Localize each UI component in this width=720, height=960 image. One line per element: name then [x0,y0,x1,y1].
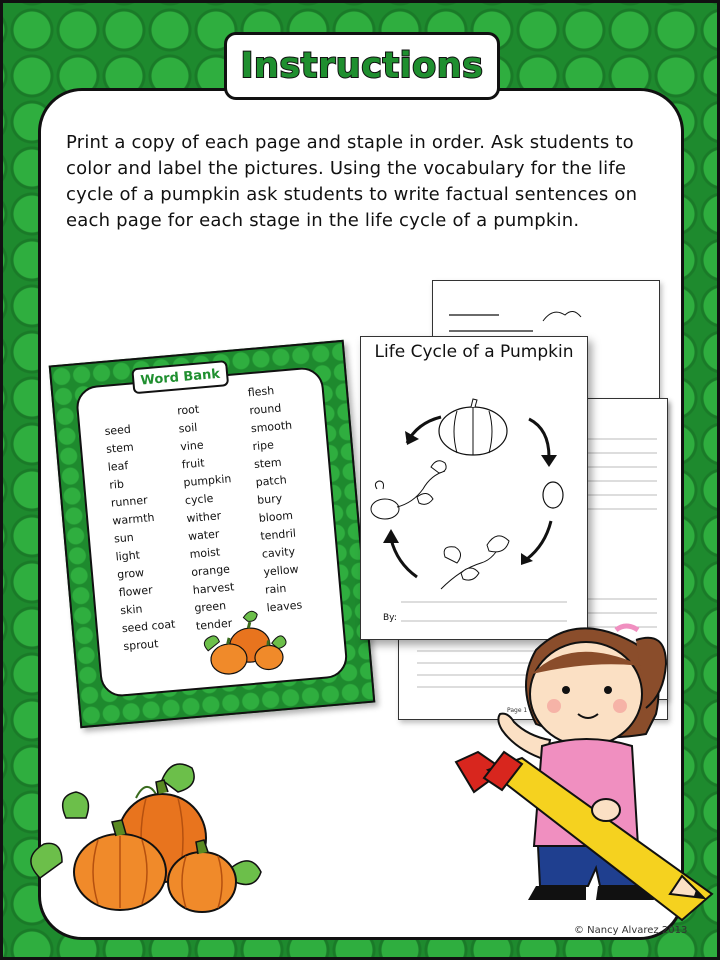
word-bank-word: stem [105,440,135,456]
word-bank-word: green [193,599,227,615]
word-bank-word: bloom [258,508,294,525]
word-bank-word: cycle [184,491,214,508]
word-bank-word: smooth [250,418,293,436]
page-number-label: Page 1 [507,707,528,714]
word-bank-word: root [176,402,200,418]
seed-icon [543,482,563,508]
word-bank-word: wither [185,509,222,526]
word-bank-word: skin [119,602,143,618]
word-bank-word: flower [118,583,154,600]
word-bank-word: cavity [261,544,296,561]
word-bank-word: ripe [251,438,275,454]
word-bank-word: grow [116,566,145,582]
word-bank-word: moist [189,545,221,561]
word-bank-word: yellow [262,562,300,579]
word-bank-column-3 [247,381,308,618]
word-bank-word: orange [190,562,231,579]
word-bank-title: Word Bank [131,360,229,394]
word-bank-word: vine [179,438,205,454]
word-bank-word: warmth [111,510,155,528]
word-bank-word: harvest [192,580,235,597]
word-bank-word: tender [195,616,233,633]
life-cycle-diagram [361,337,587,639]
word-bank-word: round [248,401,282,418]
word-bank-word: flesh [247,384,275,400]
sprout-icon [441,536,509,589]
word-bank-word: water [187,527,220,544]
girl-illustration [446,610,712,906]
word-bank-word: pumpkin [182,472,232,490]
word-bank-word: runner [110,493,149,510]
word-bank-word: leaf [107,459,129,474]
booklet-title: Life Cycle of a Pumpkin [374,342,574,362]
word-bank-word: sun [113,530,135,546]
word-bank-word: patch [255,473,288,489]
word-bank-word: rain [264,581,287,597]
word-bank-column-1 [104,418,178,656]
word-bank-word: tendril [259,526,297,543]
word-bank-word: sprout [122,637,159,654]
word-bank-word: stem [253,455,283,472]
word-bank-word: rib [108,477,125,492]
pumpkin-cluster-icon [26,758,276,918]
instructions-paragraph: Print a copy of each page and staple in order. Ask students to color and label the pictures. Using the vocabulary for the life cycle of a pumpkin ask students to write factual sentences on each page for each stage in the life cycle of a pumpkin. [66,132,638,231]
word-bank-panel [75,366,349,698]
word-bank-word: bury [256,491,283,507]
word-bank-word: seed [104,422,132,438]
booklet-cover-page [360,336,588,640]
vine-icon [371,461,446,519]
pumpkin-icon [439,399,507,455]
by-label: By: [383,613,397,623]
word-bank-word: fruit [181,456,206,472]
word-bank-word: leaves [266,598,303,615]
pumpkin-patch-icon [187,603,303,682]
word-bank-poster [49,340,376,728]
word-bank-word: soil [178,420,198,436]
page-title: Instructions [240,46,484,86]
copyright-credit: © Nancy Alvarez 2013 [574,925,688,936]
word-bank-column-2 [176,398,244,635]
title-banner [224,32,500,100]
word-bank-word: seed coat [121,617,176,636]
word-bank-word: light [115,548,141,564]
